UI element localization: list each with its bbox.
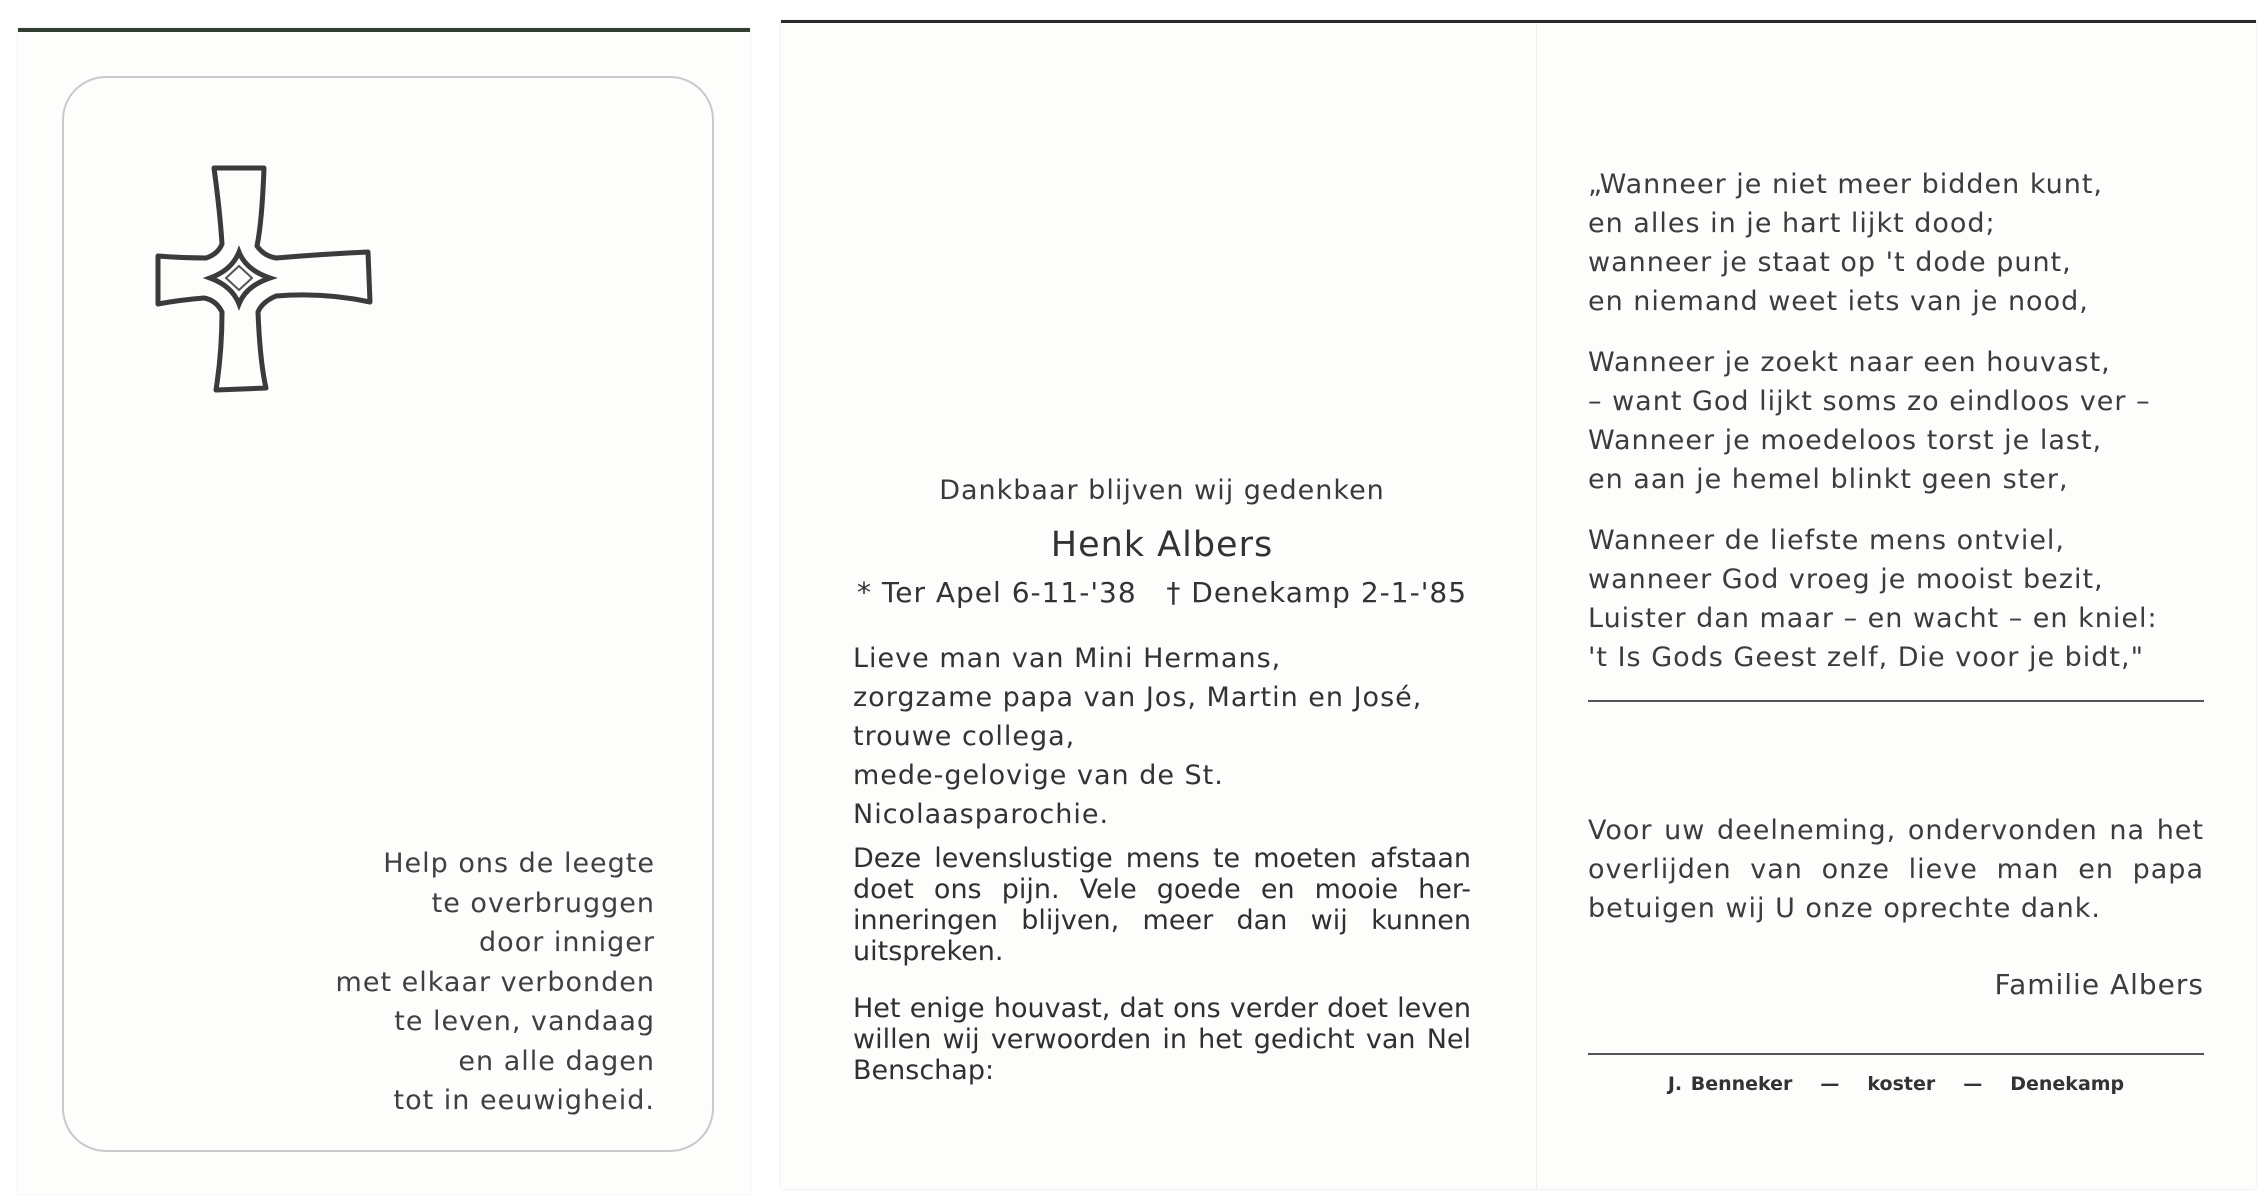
printer-name: J. Benneker xyxy=(1667,1073,1793,1095)
poem-line: 't Is Gods Geest zelf, Die voor je bidt," xyxy=(1588,642,2145,673)
stanza xyxy=(1588,343,2204,499)
fold-line xyxy=(1536,23,1537,1189)
poem-line: en niemand weet iets van je nood, xyxy=(1588,286,2089,317)
printer-role: koster xyxy=(1867,1073,1936,1095)
separator: — xyxy=(1820,1073,1840,1095)
poem xyxy=(1588,165,2204,699)
poem-line: „Wanneer je niet meer bidden kunt, xyxy=(1588,169,2104,200)
paragraph: Het enige houvast, dat ons verder doet leven willen wij verwoorden in het gedicht van Nel Benschap: xyxy=(853,993,1471,1086)
thanks-text: Voor uw deelneming, ondervonden na het overlijden van onze lieve man en papa betuigen wij U onze oprechte dank. xyxy=(1588,815,2204,924)
poem-line: door inniger xyxy=(479,927,655,958)
poem-line: Wanneer je moedeloos torst je last, xyxy=(1588,425,2103,456)
front-card xyxy=(18,28,750,1194)
poem-line: met elkaar verbonden xyxy=(335,966,655,998)
front-poem xyxy=(336,844,655,1121)
printer-town: Denekamp xyxy=(2010,1073,2125,1095)
relation-line: zorgzame papa van Jos, Martin en José, xyxy=(853,682,1423,713)
poem-line: wanneer je staat op 't dode punt, xyxy=(1588,247,2072,278)
stanza xyxy=(1588,521,2204,677)
poem-line: te leven, vandaag xyxy=(394,1006,655,1037)
poem-line: wanneer God vroeg je mooist bezit, xyxy=(1588,564,2104,595)
relations xyxy=(853,639,1471,834)
separator: — xyxy=(1963,1073,1983,1095)
relation-line: Lieve man van Mini Hermans, xyxy=(853,643,1282,674)
inside-card xyxy=(781,20,2256,1189)
poem-line: en alles in je hart lijkt dood; xyxy=(1588,208,1996,239)
divider xyxy=(1588,700,2204,702)
birth-death-dates: * Ter Apel 6-11-'38 † Denekamp 2-1-'85 xyxy=(856,576,1468,609)
poem-line: tot in eeuwigheid. xyxy=(393,1085,655,1116)
stanza xyxy=(1588,165,2204,321)
poem-line: en aan je hemel blinkt geen ster, xyxy=(1588,464,2069,495)
deceased-name: Henk Albers xyxy=(1050,525,1274,565)
signature: Familie Albers xyxy=(1994,968,2204,1001)
poem-line: Luister dan maar – en wacht – en kniel: xyxy=(1588,603,2158,634)
poem-line: en alle dagen xyxy=(458,1045,655,1077)
heading: Dankbaar blijven wij gedenken xyxy=(939,475,1385,506)
relation-line: trouwe collega, xyxy=(853,721,1076,752)
poem-line: Wanneer je zoekt naar een houvast, xyxy=(1588,347,2111,378)
paragraph: Deze levenslustige mens te moeten afstaan doet ons pijn. Vele goede en mooie her-inneringen blijven, meer dan wij kunnen uitspreken. xyxy=(853,843,1471,967)
poem-line: Wanneer de liefste mens ontviel, xyxy=(1588,525,2066,556)
memorial-header xyxy=(853,471,1471,834)
printer-credit xyxy=(1588,1073,2204,1095)
relation-line: mede-gelovige van de St. Nicolaasparochie. xyxy=(853,760,1224,830)
poem-line: – want God lijkt soms zo eindloos ver – xyxy=(1588,386,2151,417)
poem-line: te overbruggen xyxy=(431,887,655,919)
divider xyxy=(1588,1053,2204,1055)
cross-icon xyxy=(154,162,378,396)
poem-line: Help ons de leegte xyxy=(383,848,655,879)
